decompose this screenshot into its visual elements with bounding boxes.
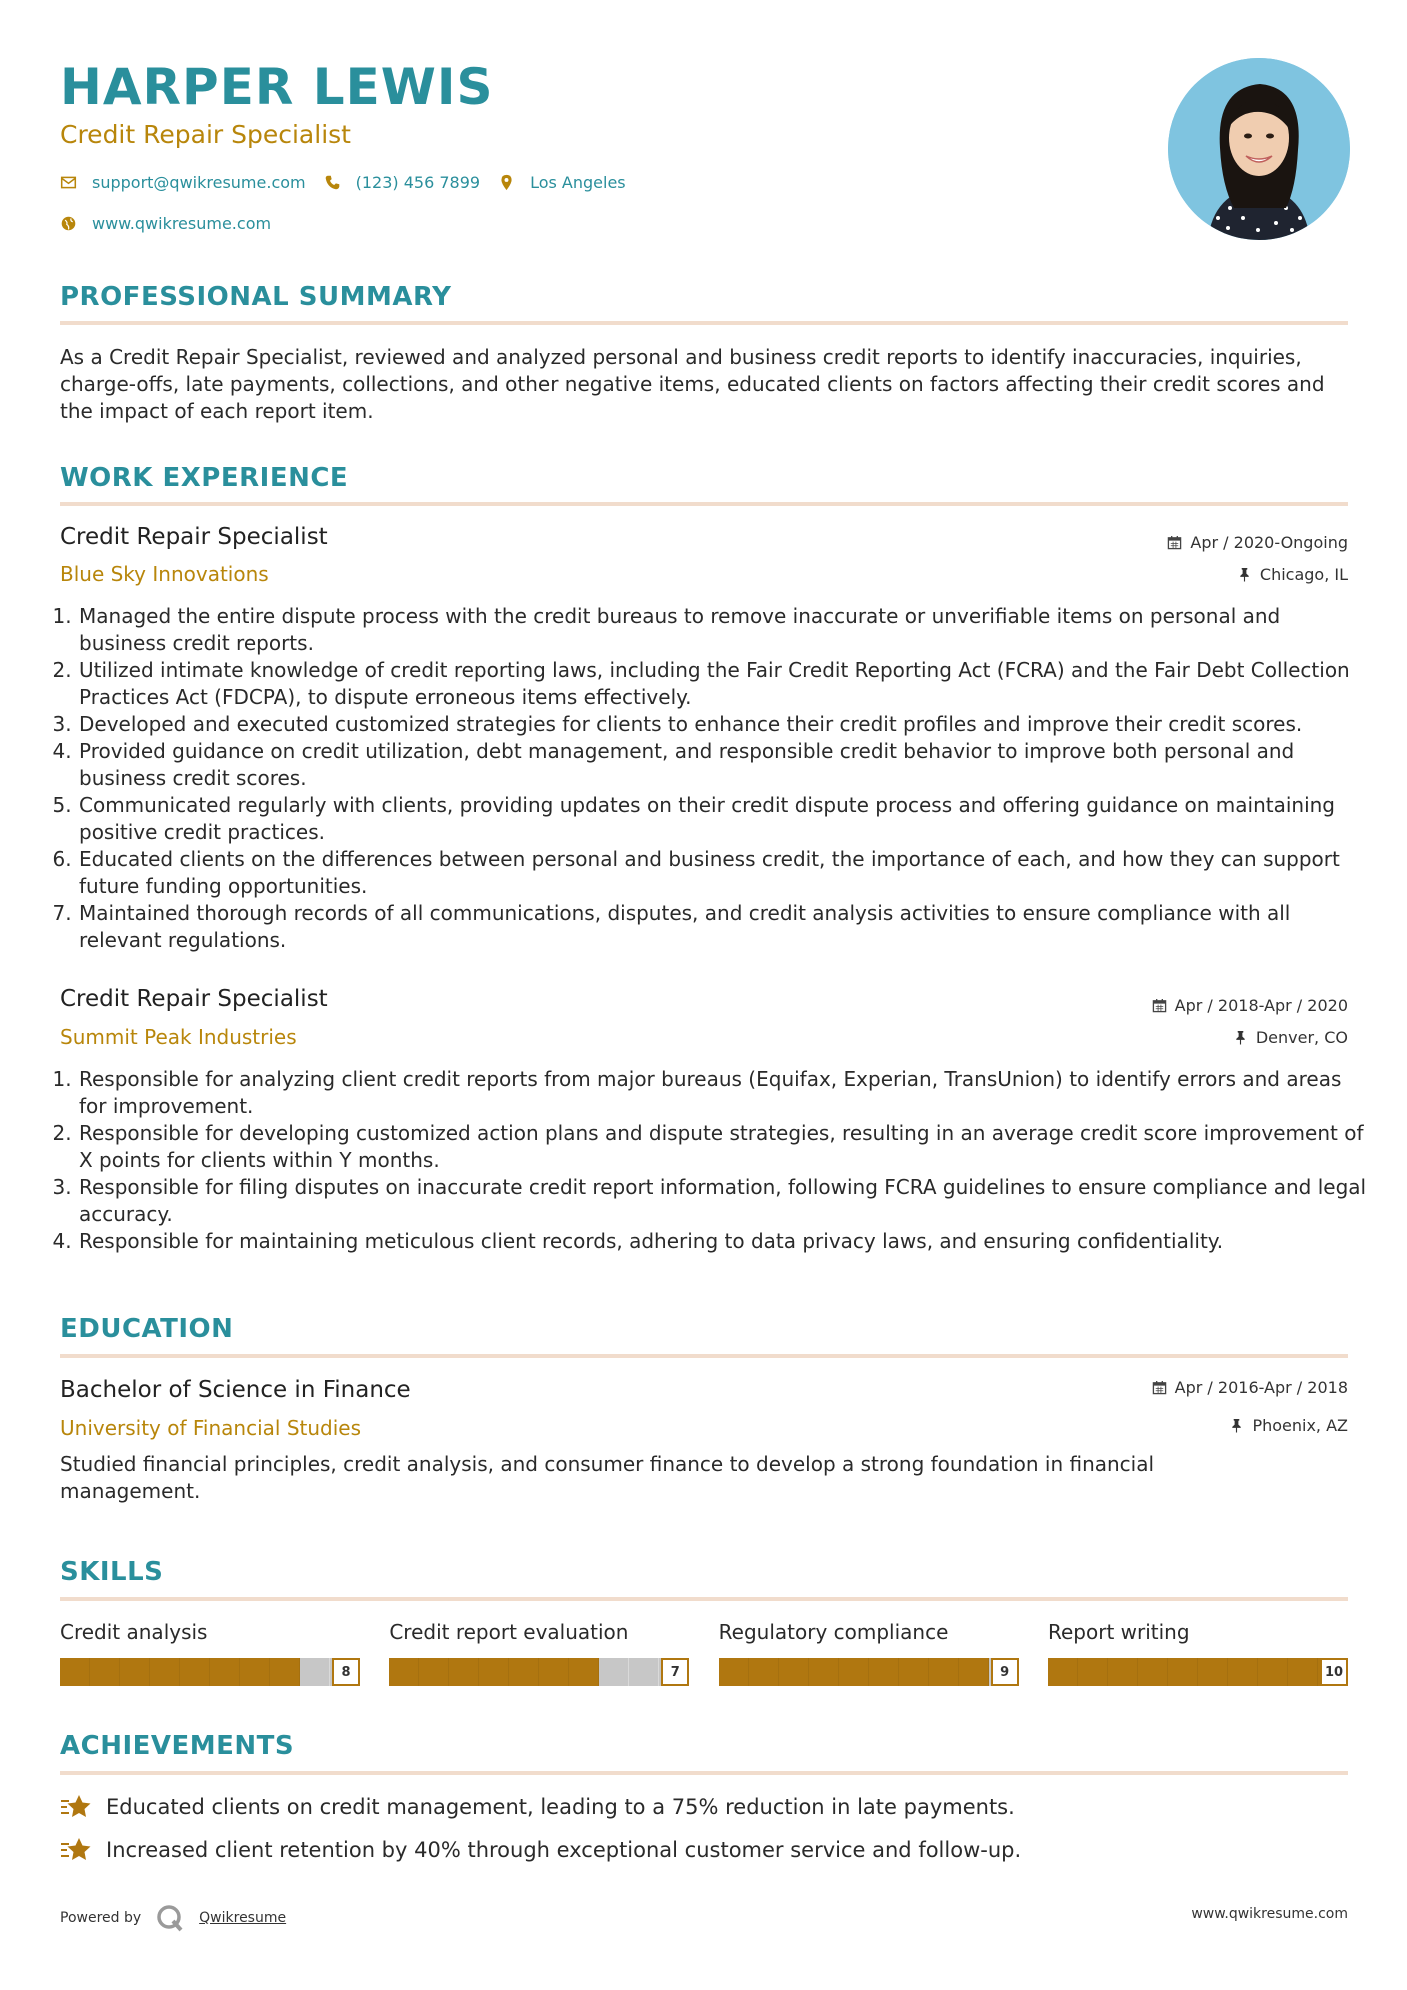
- website-row: [60, 214, 289, 233]
- skill-segment-filled: [749, 1658, 779, 1686]
- skill-segment-filled: [210, 1658, 240, 1686]
- calendar-icon: [1152, 1380, 1167, 1395]
- skill-level-bar: [719, 1658, 1019, 1686]
- footer-url[interactable]: www.qwikresume.com: [1191, 1906, 1348, 1922]
- achievement-item: [60, 1793, 1015, 1821]
- footer-powered-by: [60, 1903, 286, 1933]
- summary-divider: [60, 321, 1348, 325]
- website-item[interactable]: [60, 214, 271, 233]
- list-item: 5. Communicated regularly with clients, providing updates on their credit dispute process and offering guidance on maintaining positive credit practices.: [78, 792, 1368, 846]
- skill-segment-filled: [1288, 1658, 1318, 1686]
- job-title: Credit Repair Specialist: [60, 986, 328, 1012]
- job-dates: [1167, 533, 1348, 552]
- list-item: 7. Maintained thorough records of all communications, disputes, and credit analysis activities to ensure compliance with all relevant regulations.: [78, 900, 1368, 954]
- skill-segment-filled: [1108, 1658, 1138, 1686]
- pushpin-icon: [1233, 1030, 1248, 1045]
- job-location: [1237, 565, 1348, 584]
- achievements-divider: [60, 1771, 1348, 1775]
- education-location: [1229, 1416, 1348, 1435]
- list-item: 3. Responsible for filing disputes on inaccurate credit report information, following FCRA guidelines to ensure compliance and legal accuracy.: [78, 1174, 1368, 1228]
- skill-segment-filled: [270, 1658, 300, 1686]
- website-text: www.qwikresume.com: [92, 214, 272, 233]
- list-item: 4. Provided guidance on credit utilization, debt management, and responsible credit behavior to improve both personal and business credit scores.: [78, 738, 1368, 792]
- skill-segment-filled: [1048, 1658, 1078, 1686]
- skill-item: [1048, 1620, 1348, 1686]
- phone-text: (123) 456 7899: [355, 173, 481, 192]
- experience-heading: WORK EXPERIENCE: [60, 463, 349, 493]
- skills-divider: [60, 1597, 1348, 1601]
- email-item[interactable]: [60, 173, 306, 192]
- list-item: 2. Utilized intimate knowledge of credit reporting laws, including the Fair Credit Reporting Act (FCRA) and the Fair Debt Collection Practices Act (FDCPA), to dispute erroneous items effectively.: [78, 657, 1368, 711]
- school-name: University of Financial Studies: [60, 1416, 362, 1440]
- skill-segment-filled: [120, 1658, 150, 1686]
- skill-item: [60, 1620, 360, 1686]
- list-item: 1. Managed the entire dispute process with the credit bureaus to remove inaccurate or unverifiable items on personal and business credit reports.: [78, 603, 1368, 657]
- location-item: [498, 173, 626, 192]
- job-title: Credit Repair Specialist: [60, 524, 328, 550]
- job-dates-text: Apr / 2020-Ongoing: [1190, 533, 1348, 552]
- skill-segment-filled: [240, 1658, 270, 1686]
- powered-by-label: Powered by: [60, 1910, 142, 1926]
- qwikresume-logo-icon: [155, 1903, 185, 1933]
- phone-item[interactable]: [324, 173, 480, 192]
- skill-segment-filled: [180, 1658, 210, 1686]
- skill-name: Regulatory compliance: [718, 1620, 949, 1644]
- skill-segment-filled: [899, 1658, 929, 1686]
- skill-segment-filled: [509, 1658, 539, 1686]
- skill-segment-filled: [479, 1658, 509, 1686]
- list-item: 3. Developed and executed customized strategies for clients to enhance their credit profiles and improve their credit scores.: [78, 711, 1368, 738]
- skill-segment-filled: [719, 1658, 749, 1686]
- achievement-text: Increased client retention by 40% through exceptional customer service and follow-up.: [106, 1838, 1022, 1862]
- skill-segment-filled: [1258, 1658, 1288, 1686]
- achievement-text: Educated clients on credit management, leading to a 75% reduction in late payments.: [106, 1795, 1015, 1819]
- profile-photo: [1168, 58, 1350, 240]
- skill-name: Report writing: [1047, 1620, 1190, 1644]
- education-dates: [1152, 1378, 1348, 1397]
- skill-segment-filled: [779, 1658, 809, 1686]
- star-icon: [60, 1836, 92, 1864]
- education-divider: [60, 1354, 1348, 1358]
- skills-grid: [60, 1620, 1348, 1686]
- skill-segment-filled: [869, 1658, 899, 1686]
- pushpin-icon: [1237, 567, 1252, 582]
- skill-segment-empty: [629, 1658, 659, 1686]
- skill-segment-filled: [539, 1658, 569, 1686]
- skill-segment-filled: [839, 1658, 869, 1686]
- location-text: Los Angeles: [530, 173, 626, 192]
- list-item: 4. Responsible for maintaining meticulous client records, adhering to data privacy laws, and ensuring confidentiality.: [78, 1228, 1368, 1255]
- skill-name: Credit analysis: [60, 1620, 208, 1644]
- email-text: support@qwikresume.com: [92, 173, 306, 192]
- skill-level-badge: 10: [1320, 1658, 1348, 1686]
- candidate-name: HARPER LEWIS: [60, 58, 494, 116]
- job-location-text: Chicago, IL: [1259, 565, 1348, 584]
- list-item: 2. Responsible for developing customized action plans and dispute strategies, resulting in an average credit score improvement of X points for clients within Y months.: [78, 1120, 1368, 1174]
- skill-level-badge: 8: [332, 1658, 360, 1686]
- skill-level-bar: [1048, 1658, 1348, 1686]
- job-dates: [1152, 996, 1348, 1015]
- skill-level-badge: 9: [991, 1658, 1019, 1686]
- skill-segment-filled: [929, 1658, 959, 1686]
- skill-name: Credit report evaluation: [389, 1620, 629, 1644]
- skills-heading: SKILLS: [60, 1557, 164, 1587]
- skill-item: [719, 1620, 1019, 1686]
- skill-segment-filled: [1078, 1658, 1108, 1686]
- degree-title: Bachelor of Science in Finance: [60, 1377, 411, 1403]
- skill-segment-filled: [150, 1658, 180, 1686]
- skill-segment-filled: [809, 1658, 839, 1686]
- education-description: Studied financial principles, credit analysis, and consumer finance to develop a strong foundation in financial management.: [60, 1452, 1155, 1503]
- brand-link[interactable]: Qwikresume: [199, 1910, 287, 1926]
- resume-page: [60, 0, 1367, 1990]
- job-location-text: Denver, CO: [1255, 1028, 1348, 1047]
- globe-icon: [60, 215, 77, 232]
- skill-level-bar: [60, 1658, 360, 1686]
- skill-segment-filled: [1138, 1658, 1168, 1686]
- achievements-heading: ACHIEVEMENTS: [60, 1731, 295, 1761]
- skill-segment-filled: [389, 1658, 419, 1686]
- candidate-title: Credit Repair Specialist: [60, 120, 351, 149]
- phone-icon: [324, 174, 341, 191]
- star-icon: [60, 1793, 92, 1821]
- skill-segment-filled: [569, 1658, 599, 1686]
- skill-segment-filled: [959, 1658, 989, 1686]
- skill-segment-filled: [60, 1658, 90, 1686]
- education-dates-text: Apr / 2016-Apr / 2018: [1174, 1378, 1348, 1397]
- list-item: 6. Educated clients on the differences between personal and business credit, the importance of each, and how they can support future funding opportunities.: [78, 846, 1368, 900]
- skill-segment-filled: [449, 1658, 479, 1686]
- education-location-text: Phoenix, AZ: [1252, 1416, 1348, 1435]
- skill-level-bar: [389, 1658, 689, 1686]
- portrait-image: [1168, 58, 1350, 240]
- skill-segment-filled: [90, 1658, 120, 1686]
- skill-segment-empty: [599, 1658, 629, 1686]
- skill-segment-empty: [300, 1658, 330, 1686]
- job-location: [1233, 1028, 1348, 1047]
- summary-text: As a Credit Repair Specialist, reviewed and analyzed personal and business credit reports to identify inaccuracies, inquiries, charge-offs, late payments, collections, and other negative items, educated clients on factors affecting their credit scores and the impact of each report item.: [60, 345, 1325, 423]
- skill-item: [389, 1620, 689, 1686]
- contact-row: [60, 173, 644, 192]
- summary-heading: PROFESSIONAL SUMMARY: [60, 282, 452, 312]
- experience-divider: [60, 502, 1348, 506]
- achievement-item: [60, 1836, 1021, 1864]
- skill-segment-filled: [1168, 1658, 1198, 1686]
- job-company: Blue Sky Innovations: [60, 562, 269, 586]
- job-bullet-list: [60, 1066, 1368, 1255]
- calendar-icon: [1152, 998, 1167, 1013]
- skill-segment-filled: [419, 1658, 449, 1686]
- envelope-icon: [60, 174, 77, 191]
- calendar-icon: [1167, 535, 1182, 550]
- skill-segment-filled: [1228, 1658, 1258, 1686]
- education-heading: EDUCATION: [60, 1314, 234, 1344]
- list-item: 1. Responsible for analyzing client credit reports from major bureaus (Equifax, Experian, TransUnion) to identify errors and areas for improvement.: [78, 1066, 1368, 1120]
- pushpin-icon: [1229, 1418, 1244, 1433]
- map-pin-icon: [498, 174, 515, 191]
- job-dates-text: Apr / 2018-Apr / 2020: [1174, 996, 1348, 1015]
- job-bullet-list: [60, 603, 1368, 954]
- job-company: Summit Peak Industries: [60, 1025, 297, 1049]
- skill-level-badge: 7: [661, 1658, 689, 1686]
- skill-segment-filled: [1198, 1658, 1228, 1686]
